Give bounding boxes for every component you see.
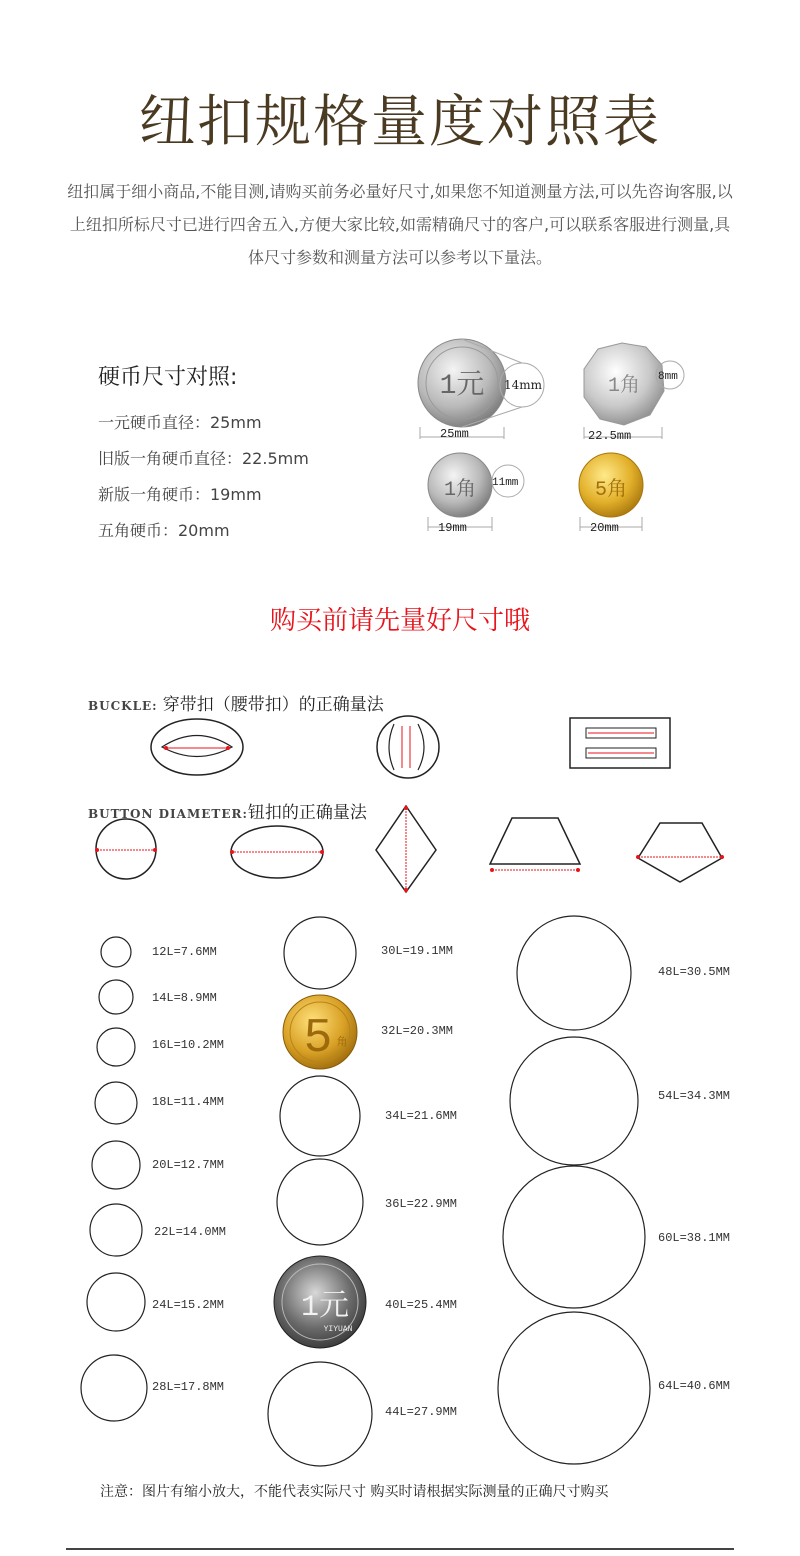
size-label-64l: 64L=40.6MM (658, 1379, 731, 1393)
size-circle-44l (268, 1362, 372, 1466)
size-label-60l: 60L=38.1MM (658, 1231, 731, 1245)
coin-diameter-label: 22.5mm (588, 429, 632, 443)
size-label-14l: 14L=8.9MM (152, 991, 217, 1005)
one-yuan-coin-icon (274, 1256, 366, 1348)
size-label-18l: 18L=11.4MM (152, 1095, 225, 1109)
button-measure-diagrams (80, 800, 740, 900)
coin-size-heading: 硬币尺寸对照: (98, 365, 238, 390)
size-circle-34l (280, 1076, 360, 1156)
size-circle-16l (97, 1028, 135, 1066)
coin-glyph: 1元 (439, 371, 485, 402)
size-label-40l: 40L=25.4MM (385, 1298, 458, 1312)
coin-new-one-jiao-icon (428, 453, 524, 535)
size-circle-28l (81, 1355, 147, 1421)
size-circle-60l (503, 1166, 645, 1308)
button-diameter-label-en: BUTTON DIAMETER: (88, 807, 248, 821)
size-circle-48l (517, 916, 631, 1030)
coin-glyph: 5 (303, 1012, 333, 1066)
coin-glyph: 1角 (443, 479, 477, 502)
coin-line-one-yuan: 一元硬币直径：25mm (98, 413, 262, 432)
circle-button-icon (95, 819, 157, 879)
size-circle-22l (90, 1204, 142, 1256)
size-circle-64l (498, 1312, 650, 1464)
coin-diameter-label: 19mm (438, 521, 467, 535)
size-label-12l: 12L=7.6MM (152, 945, 217, 959)
size-label-20l: 20L=12.7MM (152, 1158, 225, 1172)
size-label-28l: 28L=17.8MM (152, 1380, 225, 1394)
coin-one-yuan-icon (418, 339, 544, 441)
five-jiao-coin-icon (283, 995, 357, 1069)
size-label-54l: 54L=34.3MM (658, 1089, 731, 1103)
size-label-16l: 16L=10.2MM (152, 1038, 225, 1052)
footnote: 注意：图片有缩小放大，不能代表实际尺寸 购买时请根据实际测量的正确尺寸购买 (100, 1484, 609, 1500)
buckle-diagrams (140, 712, 700, 782)
size-label-48l: 48L=30.5MM (658, 965, 731, 979)
coin-five-jiao-icon (579, 453, 643, 535)
size-circle-14l (99, 980, 133, 1014)
coin-diameter-label: 25mm (440, 427, 469, 441)
coin-glyph: 1元 (300, 1291, 350, 1325)
coin-diameter-label: 20mm (590, 521, 619, 535)
size-circle-24l (87, 1273, 145, 1331)
button-diameter-label-cn: 钮扣的正确量法 (247, 803, 367, 823)
size-circle-54l (510, 1037, 638, 1165)
size-circle-30l (284, 917, 356, 989)
coin-inset-label: 8mm (658, 371, 678, 383)
size-label-30l: 30L=19.1MM (381, 944, 454, 958)
coin-inset-label: 11mm (492, 477, 519, 489)
hexagon-button-icon (636, 823, 724, 882)
buckle-label-cn: 穿带扣（腰带扣）的正确量法 (162, 695, 384, 715)
size-label-22l: 22L=14.0MM (154, 1225, 227, 1239)
intro-paragraph: 纽扣属于细小商品,不能目测,请购买前务必量好尺寸,如果您不知道测量方法,可以先咨询客服,以上纽扣所标尺寸已进行四舍五入,方便大家比较,如需精确尺寸的客户,可以联系客服进行测量,具体尺寸参数和测量方法可以参考以下量法。 (67, 182, 733, 267)
size-label-36l: 36L=22.9MM (385, 1197, 458, 1211)
coin-glyph: 5角 (594, 479, 628, 502)
oval-buckle-icon (151, 719, 243, 775)
size-label-34l: 34L=21.6MM (385, 1109, 458, 1123)
coin-glyph-small: 角 (336, 1037, 348, 1049)
round-buckle-icon (377, 716, 439, 778)
measure-notice: 购买前请先量好尺寸哦 (269, 606, 530, 636)
coin-inset-label: 14mm (504, 378, 543, 392)
size-circle-18l (95, 1082, 137, 1124)
coin-old-one-jiao-icon (584, 343, 684, 443)
page-title: 纽扣规格量度对照表 (139, 90, 661, 155)
size-label-32l: 32L=20.3MM (381, 1024, 454, 1038)
coin-line-five-jiao: 五角硬币：20mm (98, 521, 230, 540)
coin-images (400, 335, 740, 545)
size-label-24l: 24L=15.2MM (152, 1298, 225, 1312)
coin-glyph: 1角 (607, 375, 641, 398)
size-circle-12l (101, 937, 131, 967)
coin-glyph-sub: YIYUAN (323, 1325, 353, 1334)
diamond-button-icon (376, 806, 436, 892)
rect-buckle-icon (570, 718, 670, 768)
size-circle-20l (92, 1141, 140, 1189)
buckle-label-en: BUCKLE: (88, 699, 158, 713)
button-size-chart (0, 905, 800, 1475)
bottom-divider (66, 1548, 734, 1550)
trapezoid-button-icon (490, 818, 580, 872)
size-circle-36l (277, 1159, 363, 1245)
oval-button-icon (230, 826, 324, 878)
size-label-44l: 44L=27.9MM (385, 1405, 458, 1419)
coin-line-new-one-jiao: 新版一角硬币：19mm (98, 485, 262, 504)
coin-line-old-one-jiao: 旧版一角硬币直径：22.5mm (98, 449, 309, 468)
